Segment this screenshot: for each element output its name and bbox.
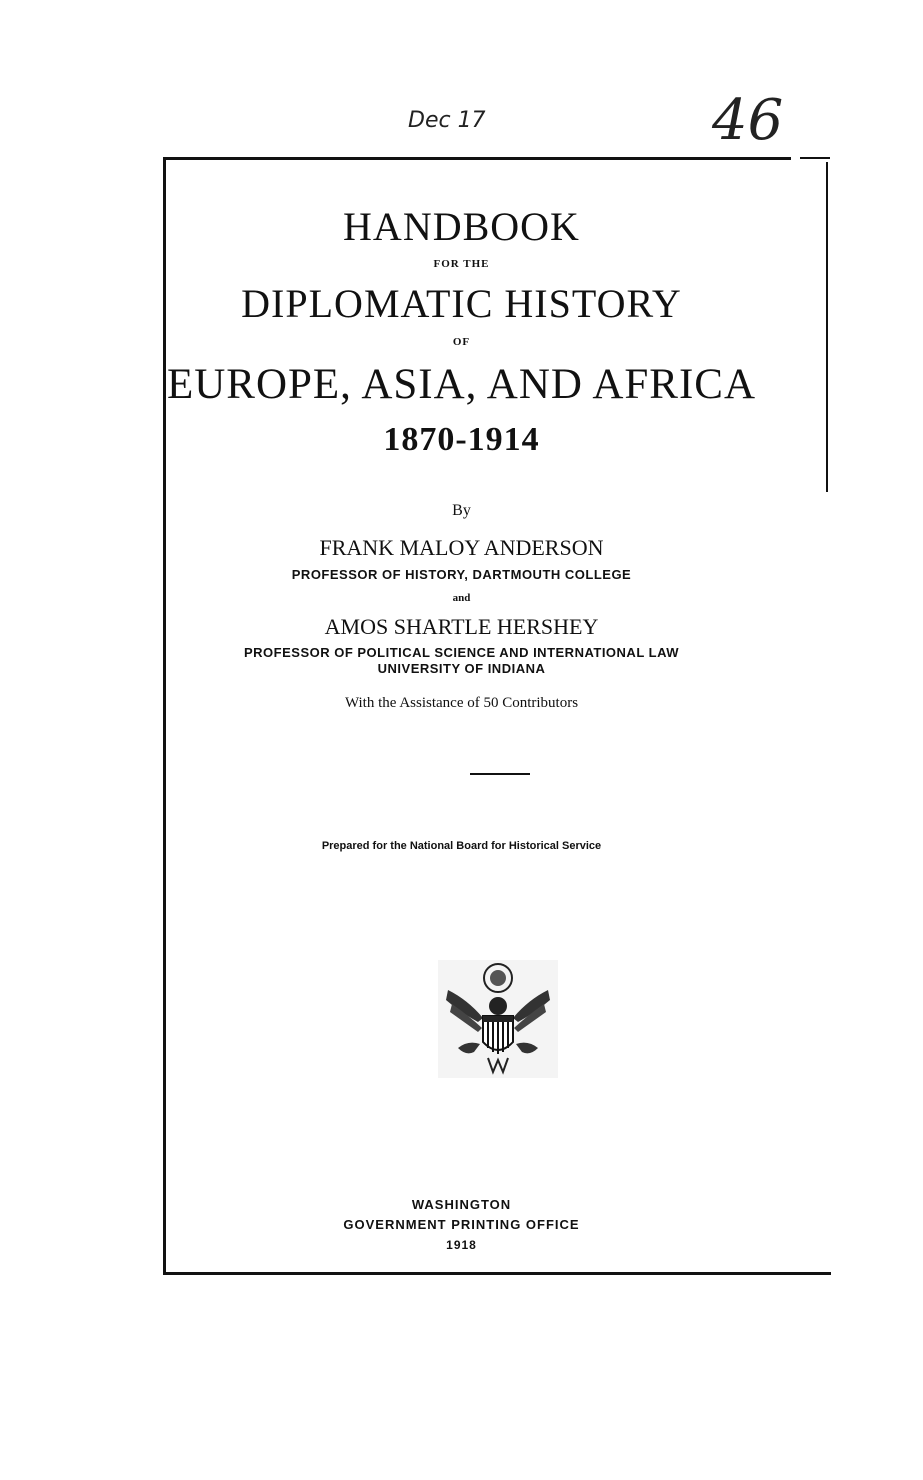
handwritten-date: Dec 17 xyxy=(408,108,486,133)
title-line-1: HANDBOOK xyxy=(343,204,580,249)
frame-top-rule xyxy=(163,157,791,160)
great-seal-eagle-icon xyxy=(438,960,558,1078)
assistance-line: With the Assistance of 50 Contributors xyxy=(344,695,579,711)
frame-top-rule-right xyxy=(800,157,830,159)
imprint-publisher: GOVERNMENT PRINTING OFFICE xyxy=(343,1217,580,1232)
author-2-name: AMOS SHARTLE HERSHEY xyxy=(324,614,599,639)
title-line-3: EUROPE, ASIA, AND AFRICA xyxy=(166,361,757,408)
frame-bottom-rule xyxy=(163,1272,831,1275)
handwritten-number: 46 xyxy=(712,88,784,153)
author-2-title-1: PROFESSOR OF POLITICAL SCIENCE AND INTERNATIONAL LAW xyxy=(243,645,680,660)
divider-rule xyxy=(470,773,530,775)
author-1-title: PROFESSOR OF HISTORY, DARTMOUTH COLLEGE xyxy=(291,567,632,582)
imprint-city: WASHINGTON xyxy=(411,1197,512,1212)
prepared-for-line: Prepared for the National Board for Historical Service xyxy=(321,840,602,852)
and-label: and xyxy=(452,592,471,604)
by-label: By xyxy=(452,502,471,519)
imprint-year: 1918 xyxy=(446,1238,477,1252)
author-1-name: FRANK MALOY ANDERSON xyxy=(319,535,604,560)
author-2-title-2: UNIVERSITY OF INDIANA xyxy=(377,661,546,676)
title-for-the: FOR THE xyxy=(433,258,490,270)
title-line-2: DIPLOMATIC HISTORY xyxy=(241,281,682,326)
title-of: OF xyxy=(452,336,471,348)
title-years: 1870-1914 xyxy=(383,421,540,458)
